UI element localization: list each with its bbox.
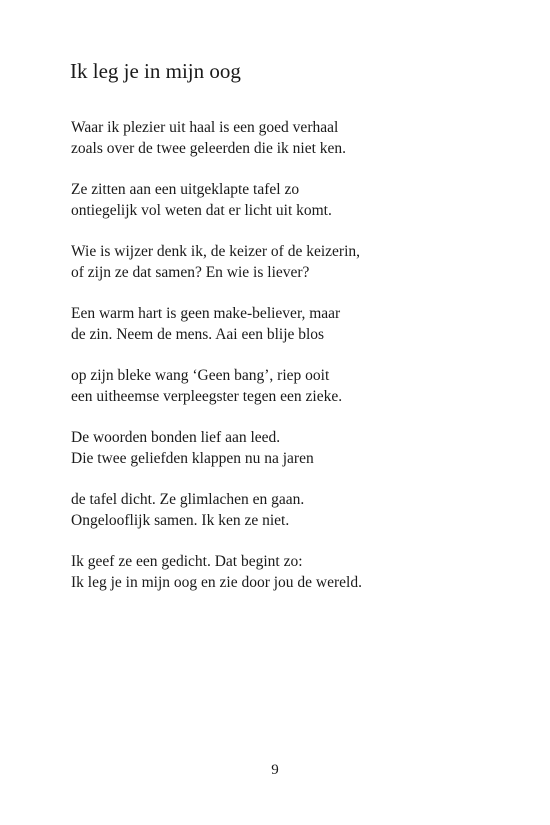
poem-line: Een warm hart is geen make-believer, maar (71, 305, 341, 322)
page-number: 9 (271, 762, 279, 778)
poem-line: een uitheemse verpleegster tegen een zieke. (71, 388, 343, 405)
stanza (71, 489, 511, 531)
poem-line: zoals over de twee geleerden die ik niet ken. (71, 140, 347, 157)
stanza (71, 117, 511, 159)
poem-line: Die twee geliefden klappen nu na jaren (71, 450, 314, 467)
poem-title: Ik leg je in mijn oog (70, 59, 241, 83)
stanza (71, 241, 511, 283)
poem-line: Ze zitten aan een uitgeklapte tafel zo (71, 181, 300, 198)
stanza (71, 551, 511, 593)
poem-body (71, 117, 511, 613)
stanza (71, 179, 511, 221)
stanza (71, 365, 511, 407)
poem-line: de tafel dicht. Ze glimlachen en gaan. (71, 491, 305, 508)
poem-line: Waar ik plezier uit haal is een goed verhaal (71, 119, 339, 136)
poem-line: op zijn bleke wang ‘Geen bang’, riep ooit (71, 367, 330, 384)
poem-line: ontiegelijk vol weten dat er licht uit komt. (71, 202, 332, 219)
poem-line: Ongelooflijk samen. Ik ken ze niet. (71, 512, 290, 529)
poem-line: De woorden bonden lief aan leed. (71, 429, 281, 446)
stanza (71, 303, 511, 345)
stanza (71, 427, 511, 469)
poem-line: Wie is wijzer denk ik, de keizer of de keizerin, (71, 243, 361, 260)
poem-line: Ik leg je in mijn oog en zie door jou de wereld. (71, 574, 362, 591)
poem-line: Ik geef ze een gedicht. Dat begint zo: (71, 553, 303, 570)
poem-line: of zijn ze dat samen? En wie is liever? (71, 264, 310, 281)
poem-line: de zin. Neem de mens. Aai een blije blos (71, 326, 325, 343)
